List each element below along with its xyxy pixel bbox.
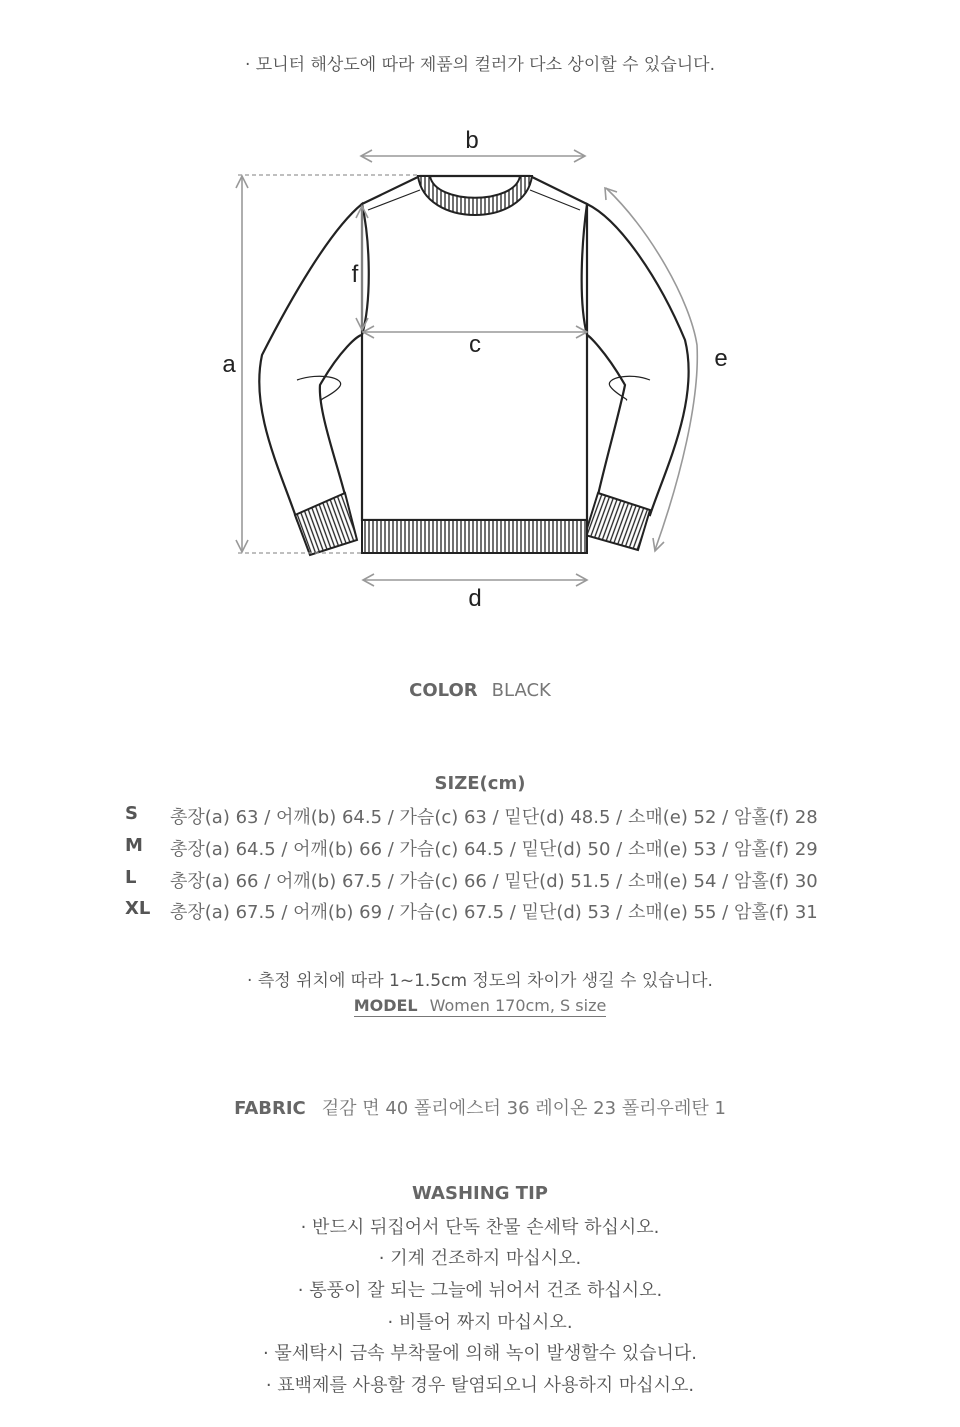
size-measurements: 총장(a) 64.5 / 어깨(b) 66 / 가슴(c) 64.5 / 밑단(d) 50 / 소매(e) 53 / 암홀(f) 29 (170, 839, 818, 860)
washing-item: · 물세탁시 금속 부착물에 의해 녹이 발생할수 있습니다. (262, 1343, 698, 1364)
washing-item: · 반드시 뒤집어서 단독 찬물 손세탁 하십시오. (300, 1217, 660, 1238)
label-a: a (222, 351, 236, 378)
model-label: MODEL (353, 996, 418, 1015)
label-e: e (714, 345, 728, 372)
size-measurements: 총장(a) 66 / 어깨(b) 67.5 / 가슴(c) 66 / 밑단(d) 51.5 / 소매(e) 54 / 암홀(f) 30 (170, 871, 818, 892)
washing-item: · 표백제를 사용할 경우 탈염되오니 사용하지 마십시오. (265, 1375, 695, 1396)
color-info (0, 680, 960, 701)
fabric-info (0, 1094, 960, 1120)
size-row (0, 898, 960, 928)
label-b: b (465, 127, 479, 154)
label-f: f (351, 261, 359, 288)
model-value: Women 170cm, S size (429, 996, 607, 1015)
label-d: d (468, 585, 482, 610)
left-sleeve (259, 204, 362, 520)
size-key: M (125, 835, 143, 856)
washing-item: · 기계 건조하지 마십시오. (378, 1248, 582, 1269)
fabric-label: FABRIC (234, 1098, 306, 1119)
size-key: S (125, 803, 138, 824)
color-notice: · 모니터 해상도에 따라 제품의 컬러가 다소 상이할 수 있습니다. (245, 55, 715, 75)
size-row (0, 803, 960, 833)
size-key: XL (125, 898, 151, 919)
color-value: BLACK (491, 680, 551, 701)
size-row (0, 835, 960, 865)
fabric-value: 겉감 면 40 폴리에스터 36 레이온 23 폴리우레탄 1 (321, 1098, 726, 1119)
size-key: L (125, 867, 137, 888)
right-sleeve (587, 204, 689, 515)
size-title: SIZE(cm) (434, 773, 526, 794)
sweater-measurement-diagram (0, 110, 960, 610)
size-measurements: 총장(a) 67.5 / 어깨(b) 69 / 가슴(c) 67.5 / 밑단(d) 53 / 소매(e) 55 / 암홀(f) 31 (170, 902, 818, 923)
model-info (0, 996, 960, 1015)
size-row (0, 867, 960, 897)
washing-item: · 통풍이 잘 되는 그늘에 뉘어서 건조 하십시오. (297, 1280, 663, 1301)
color-label: COLOR (409, 680, 478, 701)
hem-rib (362, 520, 587, 553)
size-measurements: 총장(a) 63 / 어깨(b) 64.5 / 가슴(c) 63 / 밑단(d) 48.5 / 소매(e) 52 / 암홀(f) 28 (170, 807, 818, 828)
label-c: c (469, 331, 481, 358)
washing-title: WASHING TIP (412, 1183, 548, 1204)
washing-item: · 비틀어 짜지 마십시오. (387, 1312, 573, 1333)
size-note: · 측정 위치에 따라 1~1.5cm 정도의 차이가 생길 수 있습니다. (247, 971, 713, 991)
